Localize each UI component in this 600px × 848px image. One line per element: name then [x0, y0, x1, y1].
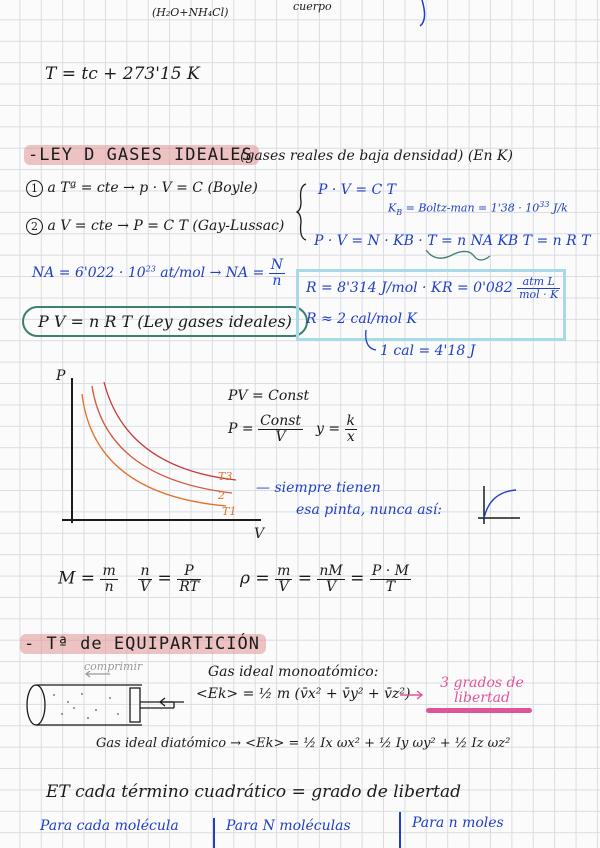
m-prefix: M = — [58, 568, 96, 589]
comprimir-arrow — [84, 670, 112, 678]
kb-subscript: B — [396, 207, 403, 217]
frac-num: m — [277, 563, 291, 579]
equipartition-statement: ET cada término cuadrático = grado de libertad — [46, 782, 462, 802]
col-n-molecules: Para N moléculas — [226, 818, 351, 834]
col-per-molecule: Para cada molécula — [40, 818, 179, 834]
frac-num: nM — [319, 563, 343, 579]
col-n-moles: Para n moles — [412, 815, 504, 831]
boltzmann-constant — [388, 200, 568, 217]
cal-arrow — [362, 330, 382, 356]
frac-den: V — [326, 578, 337, 595]
density-formula — [240, 564, 411, 594]
rho-prefix: ρ = — [240, 568, 270, 589]
section-title-equiparticion: - Tª de EQUIPARTICIÓN — [20, 634, 266, 654]
piston-arrow — [156, 696, 186, 708]
molar-mass-formula — [58, 564, 118, 594]
frac-den: V — [278, 578, 289, 595]
pv-constant: PV = Const — [228, 388, 310, 404]
frac-den: RT — [179, 578, 199, 595]
cal-joule: 1 cal = 4'18 J — [380, 343, 476, 359]
gas-monoatomic: Gas ideal monoatómico: — [208, 664, 379, 680]
ideal-gas-law-pill: P V = n R T (Ley gases ideales) — [22, 306, 308, 337]
equals: = — [350, 568, 365, 589]
m-fraction — [100, 564, 117, 594]
kb-symbol: K — [388, 201, 397, 215]
y-eq-fraction — [345, 414, 357, 444]
p-eq-prefix: P = — [228, 421, 254, 438]
p-equation — [228, 414, 303, 444]
y-equation — [316, 414, 357, 444]
frac-num: n — [138, 564, 152, 580]
frac-den: n — [104, 578, 114, 595]
top-fragment-right: cuerpo — [293, 0, 332, 13]
gas-diatomic: Gas ideal diatómico → <Ek> = ½ Ix ωx² + ½ Iy ωy² + ½ Iz ωz² — [96, 736, 511, 751]
equals: = — [157, 568, 172, 589]
axis-label-v: V — [254, 526, 265, 542]
n-v-fraction — [138, 564, 152, 594]
note-line-1: — siempre tienen — [256, 480, 381, 496]
y-eq-prefix: y = — [316, 421, 341, 438]
note-line-2: esa pinta, nunca así: — [296, 502, 443, 518]
r-atm-fraction — [517, 276, 560, 300]
kelvin-formula: T = tc + 273'15 K — [45, 64, 200, 84]
concentration-formula — [138, 564, 201, 594]
axis-label-p: P — [56, 368, 66, 384]
label-t3: T3 — [218, 470, 233, 483]
combined-law-2: P · V = N · KB · T = n NA KB T = n R T — [314, 233, 591, 249]
comprimir-label: comprimir — [84, 660, 143, 673]
law-gay-lussac — [26, 218, 284, 235]
kb-unit: J/k — [552, 201, 568, 215]
curly-brace — [296, 182, 310, 242]
avogadro-unit: at/mol → NA = — [160, 265, 265, 282]
isotherm-t3 — [104, 382, 236, 480]
section-title-gases: -LEY D GASES IDEALES — [24, 145, 259, 165]
equals: = — [297, 568, 312, 589]
frac-den: V — [140, 578, 151, 595]
frac-num: atm L — [517, 276, 560, 289]
r-atm — [442, 276, 560, 300]
number-circle: 1 — [26, 180, 43, 197]
r-joule: R = 8'314 J/mol · K — [306, 280, 442, 296]
column-divider — [399, 812, 401, 848]
avogadro-fraction — [269, 258, 285, 288]
combined-law-1: P · V = C T — [318, 182, 397, 198]
arrow-to-grados — [398, 688, 426, 702]
avogadro-exponent: 23 — [145, 264, 156, 274]
grados-libertad: 3 grados de libertad — [440, 675, 524, 707]
r-cal: R ≈ 2 cal/mol K — [306, 311, 418, 327]
frac-num: Const — [260, 413, 302, 429]
column-divider — [213, 818, 215, 848]
p-eq-fraction — [258, 414, 303, 444]
law-boyle-text: a Tª = cte → p · V = C (Boyle) — [47, 180, 258, 196]
frac-den: x — [346, 428, 355, 445]
grados-underline — [426, 708, 532, 713]
na-kb-underline — [424, 246, 494, 268]
frac-num: N — [270, 257, 284, 273]
top-fragment-left: (H₂O+NH₄Cl) — [152, 6, 229, 19]
frac-den: mol · K — [519, 287, 559, 301]
rho-fraction-2 — [317, 564, 344, 594]
kb-value: = Boltz-man = 1'38 · 10 — [405, 201, 540, 215]
gases-subtitle: (gases reales de baja densidad) (En K) — [240, 148, 513, 164]
law-boyle — [26, 180, 258, 197]
number-circle: 2 — [26, 218, 43, 235]
label-t2: 2 — [218, 489, 225, 502]
wrong-shape-sketch — [476, 482, 522, 528]
frac-num: P — [177, 564, 201, 580]
p-rt-fraction — [177, 564, 201, 594]
top-brace — [418, 0, 438, 30]
avogadro — [32, 258, 285, 288]
frac-num: m — [102, 563, 116, 579]
frac-den: V — [275, 428, 286, 445]
law-gay-lussac-text: a V = cte → P = C T (Gay-Lussac) — [47, 218, 285, 234]
kb-exponent: 33 — [539, 200, 550, 209]
frac-den: n — [272, 272, 282, 289]
frac-num: P · M — [371, 563, 409, 579]
label-t1: T1 — [222, 505, 237, 518]
rho-fraction-1 — [275, 564, 292, 594]
rho-fraction-3 — [370, 564, 411, 594]
isotherm-t1 — [82, 394, 226, 506]
frac-num: k — [346, 413, 356, 429]
ek-monoatomic: <Ek> = ½ m (v̄x² + v̄y² + v̄z²) — [196, 686, 411, 702]
frac-den: T — [385, 578, 396, 595]
isotherm-t2 — [92, 386, 232, 493]
avogadro-value: NA = 6'022 · 10 — [32, 265, 146, 282]
r-atm-value: R = 0'082 — [442, 280, 513, 297]
